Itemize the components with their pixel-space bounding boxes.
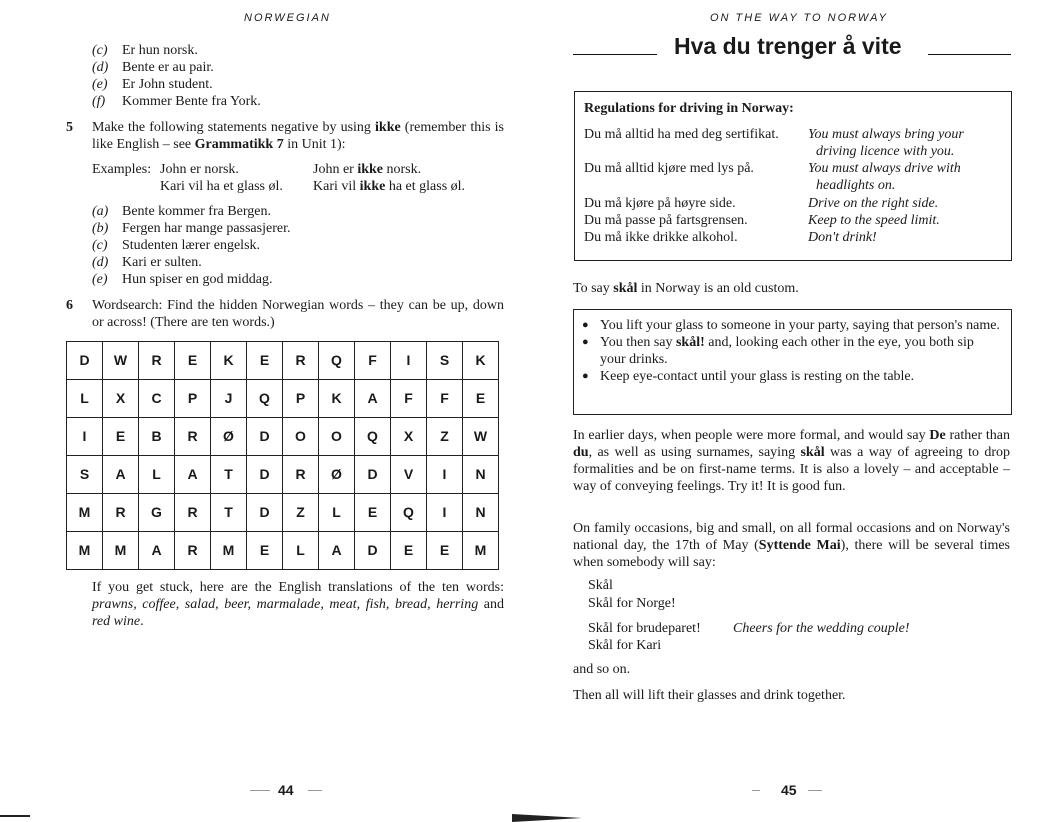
example-2-negative: Kari vil ikke ha et glass øl. — [313, 179, 466, 194]
wordsearch-cell: D — [355, 456, 391, 494]
wordsearch-cell: E — [355, 494, 391, 532]
regulation-no: Du må kjøre på høyre side. — [584, 196, 736, 211]
wordsearch-cell: G — [139, 494, 175, 532]
wordsearch-cell: E — [247, 342, 283, 380]
wordsearch-cell: L — [139, 456, 175, 494]
left-running-header: NORWEGIAN — [244, 12, 331, 24]
wordsearch-cell: V — [391, 456, 427, 494]
wordsearch-row — [67, 456, 499, 494]
wordsearch-row — [67, 418, 499, 456]
wordsearch-cell: D — [247, 494, 283, 532]
regulation-no: Du må alltid ha med deg sertifikat. — [584, 127, 779, 142]
regulation-en: Keep to the speed limit. — [808, 213, 940, 228]
regulation-en: You must always drive with headlights on. — [808, 161, 961, 193]
wordsearch-cell: C — [139, 380, 175, 418]
wordsearch-cell: D — [67, 342, 103, 380]
exercise-5-instructions: Make the following statements negative by using ikke (remember this is like English – see Grammatikk 7 in Unit 1): — [92, 120, 504, 152]
wordsearch-cell: W — [103, 342, 139, 380]
regulation-en: Drive on the right side. — [808, 196, 939, 211]
wordsearch-cell: M — [463, 532, 499, 570]
wordsearch-cell: I — [427, 494, 463, 532]
wordsearch-cell: L — [283, 532, 319, 570]
wordsearch-cell: F — [355, 342, 391, 380]
wordsearch-cell: B — [139, 418, 175, 456]
examples-label: Examples: — [92, 162, 152, 177]
closing-sentence: Then all will lift their glasses and drink together. — [573, 688, 846, 703]
wordsearch-cell: L — [67, 380, 103, 418]
wordsearch-row — [67, 494, 499, 532]
wordsearch-cell: J — [211, 380, 247, 418]
toast-3: Skål for brudeparet! — [588, 621, 701, 636]
toast-3-translation: Cheers for the wedding couple! — [733, 621, 910, 636]
wordsearch-cell: O — [283, 418, 319, 456]
wordsearch-cell: R — [103, 494, 139, 532]
occasions-paragraph: On family occasions, big and small, on all formal occasions and on Norway's national day, the 17th of May (Syttende Mai), there will be several times when somebody will say: — [573, 521, 1011, 570]
page-edge-mark — [512, 814, 582, 822]
wordsearch-cell: S — [427, 342, 463, 380]
exercise-6-instructions: Wordsearch: Find the hidden Norwegian words – they can be up, down or across! (There are ten words.) — [92, 298, 504, 330]
wordsearch-row — [67, 342, 499, 380]
exercise-5-number: 5 — [66, 120, 73, 135]
wordsearch-cell: R — [175, 532, 211, 570]
wordsearch-cell: Ø — [211, 418, 247, 456]
wordsearch-cell: E — [175, 342, 211, 380]
regulation-en: Don't drink! — [808, 230, 877, 245]
wordsearch-cell: M — [211, 532, 247, 570]
wordsearch-cell: E — [427, 532, 463, 570]
wordsearch-row — [67, 380, 499, 418]
wordsearch-cell: T — [211, 456, 247, 494]
list-item: (b) Fergen har mange passasjerer. — [92, 221, 291, 236]
wordsearch-cell: R — [283, 342, 319, 380]
wordsearch-cell: F — [427, 380, 463, 418]
left-page-number: 44 — [278, 782, 294, 798]
list-item: (d) Bente er au pair. — [92, 60, 214, 75]
wordsearch-cell: I — [67, 418, 103, 456]
wordsearch-cell: P — [283, 380, 319, 418]
wordsearch-cell: Q — [391, 494, 427, 532]
list-item: (a) Bente kommer fra Bergen. — [92, 204, 272, 219]
skal-customs-list — [576, 317, 1000, 385]
regulation-en: You must always bring your driving licence with you. — [808, 127, 964, 159]
page-title: Hva du trenger å vite — [674, 33, 902, 59]
toast-4: Skål for Kari — [588, 638, 662, 653]
wordsearch-cell: A — [175, 456, 211, 494]
wordsearch-cell: O — [319, 418, 355, 456]
wordsearch-cell: M — [67, 494, 103, 532]
list-item: (d) Kari er sulten. — [92, 255, 202, 270]
wordsearch-cell: E — [103, 418, 139, 456]
wordsearch-cell: Z — [283, 494, 319, 532]
wordsearch-cell: E — [391, 532, 427, 570]
wordsearch-row — [67, 532, 499, 570]
wordsearch-cell: E — [247, 532, 283, 570]
wordsearch-cell: N — [463, 494, 499, 532]
example-1-negative: John er ikke norsk. — [313, 162, 422, 177]
wordsearch-grid — [66, 341, 499, 570]
regulation-no: Du må passe på fartsgrensen. — [584, 213, 748, 228]
wordsearch-cell: A — [355, 380, 391, 418]
wordsearch-cell: K — [463, 342, 499, 380]
wordsearch-cell: D — [247, 456, 283, 494]
wordsearch-cell: A — [103, 456, 139, 494]
wordsearch-cell: D — [247, 418, 283, 456]
regulation-no: Du må alltid kjøre med lys på. — [584, 161, 754, 176]
wordsearch-cell: R — [283, 456, 319, 494]
list-item: (f) Kommer Bente fra York. — [92, 94, 261, 109]
wordsearch-cell: W — [463, 418, 499, 456]
wordsearch-cell: N — [463, 456, 499, 494]
wordsearch-cell: S — [67, 456, 103, 494]
wordsearch-cell: K — [211, 342, 247, 380]
regulation-no: Du må ikke drikke alkohol. — [584, 230, 738, 245]
wordsearch-cell: T — [211, 494, 247, 532]
page-edge-mark — [0, 815, 30, 817]
wordsearch-cell: D — [355, 532, 391, 570]
wordsearch-cell: Q — [355, 418, 391, 456]
title-rule-left — [573, 54, 657, 55]
page-number-rule — [808, 790, 822, 791]
wordsearch-cell: A — [319, 532, 355, 570]
wordsearch-cell: R — [175, 418, 211, 456]
list-item: (e) Hun spiser en god middag. — [92, 272, 273, 287]
right-page-number: 45 — [781, 782, 797, 798]
page-number-rule — [752, 790, 760, 791]
list-item: (e) Er John student. — [92, 77, 213, 92]
page-number-rule — [308, 790, 322, 791]
wordsearch-cell: Q — [247, 380, 283, 418]
wordsearch-cell: Z — [427, 418, 463, 456]
list-item: ● You lift your glass to someone in your party, saying that person's name. — [576, 317, 1000, 334]
wordsearch-cell: E — [463, 380, 499, 418]
wordsearch-cell: R — [175, 494, 211, 532]
exercise-4-items — [92, 42, 512, 110]
exercise-5-items — [92, 203, 512, 288]
wordsearch-cell: R — [139, 342, 175, 380]
regulations-heading: Regulations for driving in Norway: — [584, 101, 794, 116]
wordsearch-cell: I — [391, 342, 427, 380]
page-number-rule — [250, 790, 270, 791]
wordsearch-cell: I — [427, 456, 463, 494]
list-item: (c) Studenten lærer engelsk. — [92, 238, 261, 253]
wordsearch-cell: A — [139, 532, 175, 570]
right-running-header: ON THE WAY TO NORWAY — [710, 12, 888, 24]
wordsearch-hint: If you get stuck, here are the English translations of the ten words: prawns, coffee, salad, beer, marmalade, meat, fish, bread, herring and red wine. — [92, 580, 504, 629]
list-item: (c) Er hun norsk. — [92, 43, 198, 58]
skal-intro: To say skål in Norway is an old custom. — [573, 281, 799, 296]
and-so-on: and so on. — [573, 662, 631, 677]
wordsearch-cell: K — [319, 380, 355, 418]
wordsearch-cell: X — [103, 380, 139, 418]
wordsearch-cell: M — [67, 532, 103, 570]
formality-paragraph: In earlier days, when people were more formal, and would say De rather than du, as well as using surnames, saying skål was a way of agreeing to drop formalities and be on first-name terms. It is also a lovely – and acceptable – way of conveying feelings. Try it! It is good fun. — [573, 428, 1010, 494]
wordsearch-cell: X — [391, 418, 427, 456]
wordsearch-cell: Q — [319, 342, 355, 380]
wordsearch-cell: P — [175, 380, 211, 418]
toast-1: Skål — [588, 578, 613, 593]
wordsearch-cell: L — [319, 494, 355, 532]
title-rule-right — [928, 54, 1011, 55]
exercise-6-number: 6 — [66, 298, 73, 313]
list-item: ● Keep eye-contact until your glass is resting on the table. — [576, 368, 1000, 385]
wordsearch-cell: F — [391, 380, 427, 418]
example-1-positive: John er norsk. — [160, 162, 239, 177]
list-item: ● You then say skål! and, looking each other in the eye, you both sip your drinks. — [576, 334, 1000, 368]
wordsearch-cell: M — [103, 532, 139, 570]
example-2-positive: Kari vil ha et glass øl. — [160, 179, 283, 194]
toast-2: Skål for Norge! — [588, 596, 676, 611]
wordsearch-cell: Ø — [319, 456, 355, 494]
